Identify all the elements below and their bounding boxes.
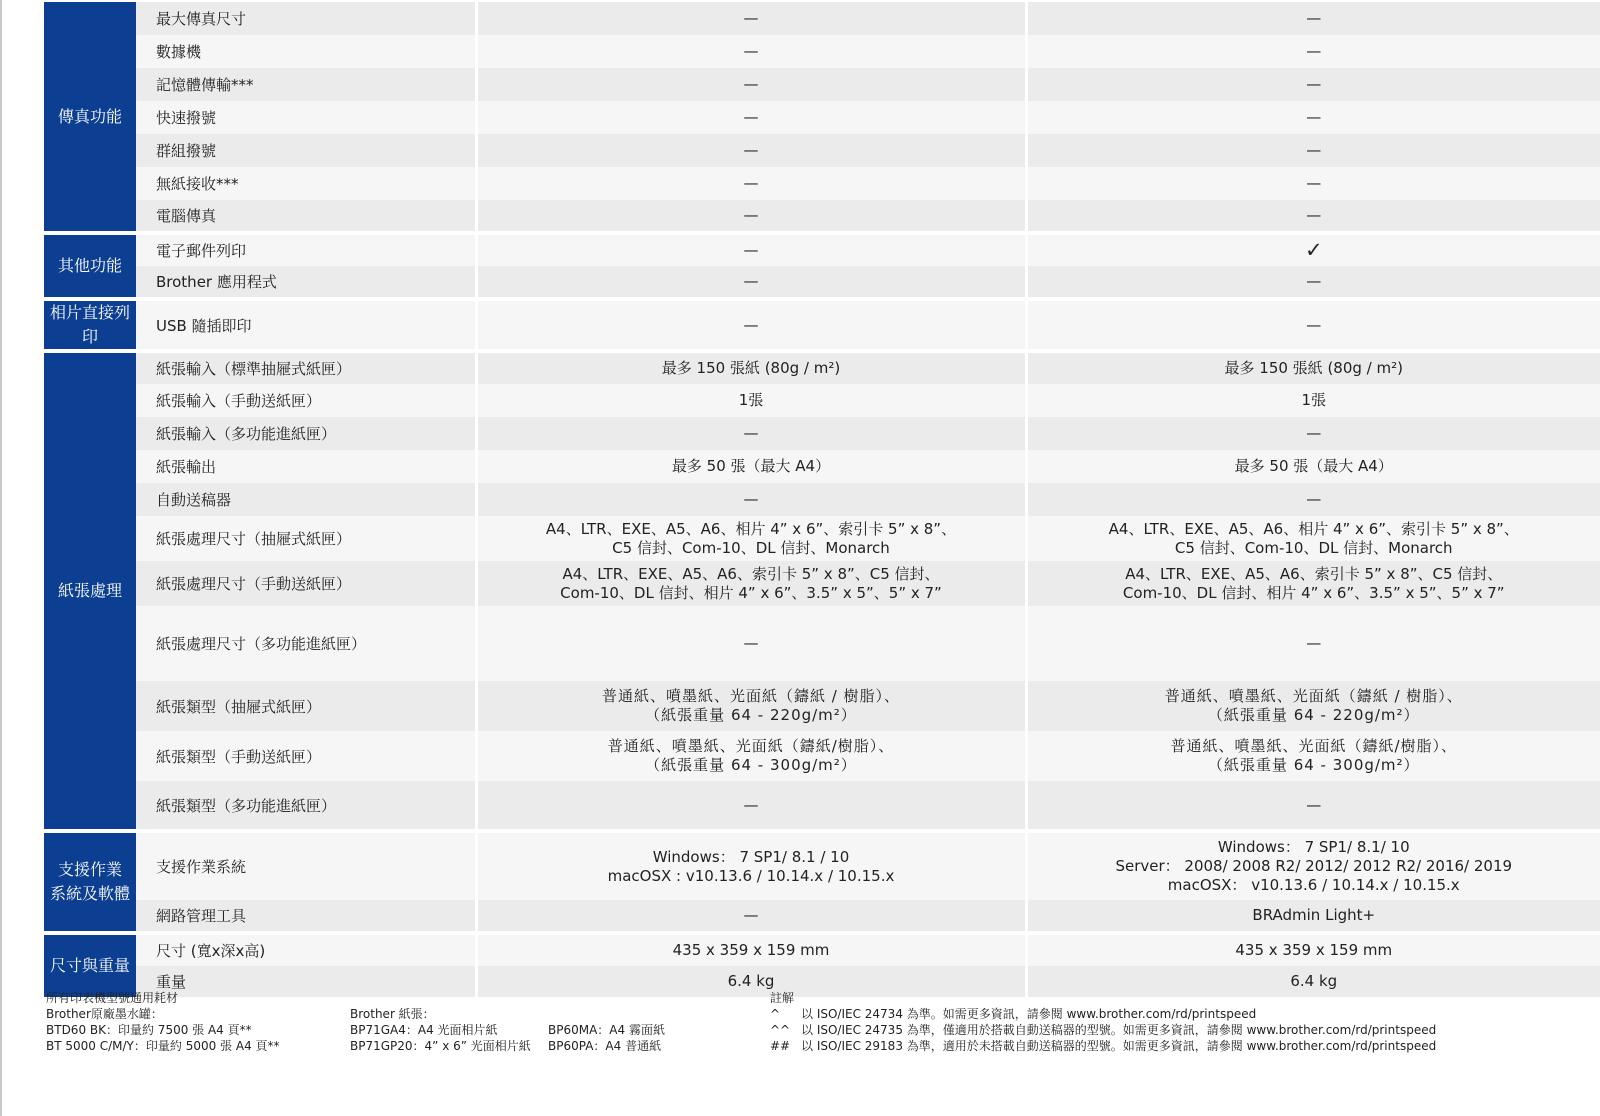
value-model-b: — <box>1026 35 1600 68</box>
table-row <box>44 233 1600 266</box>
table-row <box>44 831 1600 900</box>
row-label: 記憶體傳輸*** <box>136 68 476 101</box>
value-model-b: — <box>1026 417 1600 450</box>
table-row <box>44 266 1600 299</box>
table-row <box>44 134 1600 167</box>
spec-table-body <box>44 2 1600 999</box>
footer-notes <box>770 990 1436 1054</box>
table-row <box>44 2 1600 35</box>
row-label: 無紙接收*** <box>136 167 476 200</box>
paper-title: Brother 紙張： <box>350 1007 435 1021</box>
note-mark: ^^ <box>770 1023 791 1037</box>
value-model-a: Windows： 7 SP1/ 8.1 / 10 macOSX : v10.13.6 / 10.14.x / 10.15.x <box>476 831 1026 900</box>
value-model-a: — <box>476 299 1026 351</box>
note-text: 以 ISO/IEC 24735 為準，僅適用於搭載自動送稿器的型號。如需更多資訊，請參閱 www.brother.com/rd/printspeed <box>801 1023 1437 1037</box>
ink-title: Brother原廠墨水罐： <box>46 1007 163 1021</box>
row-label: 網路管理工具 <box>136 900 476 933</box>
value-model-a: — <box>476 134 1026 167</box>
value-model-a: — <box>476 101 1026 134</box>
value-model-b: — <box>1026 68 1600 101</box>
paper-line-4: BP60PA：A4 普通紙 <box>548 1039 662 1053</box>
row-label: 重量 <box>136 966 476 999</box>
value-model-b: 普通紙、噴墨紙、光面紙（鑄紙 / 樹脂）、 （紙張重量 64 - 220g/m²） <box>1026 681 1600 731</box>
value-model-a: A4、LTR、EXE、A5、A6、相片 4” x 6”、索引卡 5” x 8”、 C5 信封、Com-10、DL 信封、Monarch <box>476 516 1026 561</box>
table-row <box>44 299 1600 351</box>
paper-line-2: BP71GP20：4” x 6” 光面相片紙 <box>350 1039 531 1053</box>
value-model-a: 1張 <box>476 384 1026 417</box>
row-label: 群組撥號 <box>136 134 476 167</box>
value-model-b: — <box>1026 781 1600 831</box>
value-model-b: 6.4 kg <box>1026 966 1600 999</box>
table-row <box>44 68 1600 101</box>
row-label: 紙張輸入（手動送紙匣） <box>136 384 476 417</box>
value-model-a: — <box>476 167 1026 200</box>
value-model-b: — <box>1026 134 1600 167</box>
ink-line-2: BT 5000 C/M/Y：印量約 5000 張 A4 頁** <box>46 1039 280 1053</box>
table-row <box>44 450 1600 483</box>
value-model-a: — <box>476 2 1026 35</box>
note-item <box>770 1038 1436 1054</box>
table-row <box>44 351 1600 384</box>
row-label: 電腦傳真 <box>136 200 476 233</box>
table-row <box>44 516 1600 561</box>
value-model-a: — <box>476 606 1026 681</box>
value-model-a: — <box>476 781 1026 831</box>
value-model-a: — <box>476 200 1026 233</box>
value-model-b: — <box>1026 606 1600 681</box>
row-label: 自動送稿器 <box>136 483 476 516</box>
paper-line-3: BP60MA：A4 霧面紙 <box>548 1023 665 1037</box>
row-label: 快速撥號 <box>136 101 476 134</box>
note-mark: ## <box>770 1039 791 1053</box>
value-model-b: — <box>1026 101 1600 134</box>
value-model-a: 435 x 359 x 159 mm <box>476 933 1026 966</box>
table-row <box>44 781 1600 831</box>
table-row <box>44 417 1600 450</box>
value-model-a: 最多 50 張（最大 A4） <box>476 450 1026 483</box>
value-model-a: A4、LTR、EXE、A5、A6、索引卡 5” x 8”、C5 信封、 Com-10、DL 信封、相片 4” x 6”、3.5” x 5”、5” x 7” <box>476 561 1026 606</box>
category-cell: 相片直接列印 <box>44 299 136 351</box>
table-row <box>44 561 1600 606</box>
value-model-b: — <box>1026 299 1600 351</box>
value-model-b: — <box>1026 167 1600 200</box>
category-cell: 紙張處理 <box>44 351 136 831</box>
supplies-heading: 所有印表機型號通用耗材 <box>46 991 179 1005</box>
row-label: 數據機 <box>136 35 476 68</box>
value-model-b: BRAdmin Light+ <box>1026 900 1600 933</box>
paper-line-1: BP71GA4：A4 光面相片紙 <box>350 1023 498 1037</box>
value-model-b: 1張 <box>1026 384 1600 417</box>
value-model-b: 435 x 359 x 159 mm <box>1026 933 1600 966</box>
table-row <box>44 606 1600 681</box>
note-text: 以 ISO/IEC 24734 為準。如需更多資訊，請參閱 www.brother.com/rd/printspeed <box>801 1007 1257 1021</box>
value-model-a: — <box>476 900 1026 933</box>
row-label: 紙張輸入（多功能進紙匣） <box>136 417 476 450</box>
value-model-b: ✓ <box>1026 233 1600 266</box>
note-text: 以 ISO/IEC 29183 為準，適用於未搭載自動送稿器的型號。如需更多資訊，請參閱 www.brother.com/rd/printspeed <box>801 1039 1437 1053</box>
table-row <box>44 35 1600 68</box>
value-model-b: A4、LTR、EXE、A5、A6、相片 4” x 6”、索引卡 5” x 8”、 C5 信封、Com-10、DL 信封、Monarch <box>1026 516 1600 561</box>
spec-table <box>44 2 1600 1001</box>
value-model-a: — <box>476 68 1026 101</box>
row-label: 尺寸 (寬x深x高) <box>136 933 476 966</box>
value-model-a: 普通紙、噴墨紙、光面紙（鑄紙/樹脂）、 （紙張重量 64 - 300g/m²） <box>476 731 1026 781</box>
row-label: 紙張輸入（標準抽屜式紙匣） <box>136 351 476 384</box>
value-model-a: 最多 150 張紙 (80g / m²) <box>476 351 1026 384</box>
category-cell: 其他功能 <box>44 233 136 299</box>
row-label: 紙張輸出 <box>136 450 476 483</box>
row-label: 電子郵件列印 <box>136 233 476 266</box>
row-label: 紙張處理尺寸（手動送紙匣） <box>136 561 476 606</box>
row-label: 紙張類型（多功能進紙匣） <box>136 781 476 831</box>
row-label: 最大傳真尺寸 <box>136 2 476 35</box>
row-label: 紙張處理尺寸（多功能進紙匣） <box>136 606 476 681</box>
value-model-a: 6.4 kg <box>476 966 1026 999</box>
value-model-b: — <box>1026 483 1600 516</box>
category-cell: 尺寸與重量 <box>44 933 136 999</box>
note-mark: ^ <box>770 1007 781 1021</box>
value-model-b: — <box>1026 266 1600 299</box>
footer-paper-col-1 <box>350 1006 531 1054</box>
table-row <box>44 101 1600 134</box>
table-row <box>44 384 1600 417</box>
table-row <box>44 731 1600 781</box>
value-model-b: Windows： 7 SP1/ 8.1/ 10 Server： 2008/ 2008 R2/ 2012/ 2012 R2/ 2016/ 2019 macOSX： v10.13.6 / 10.14.x / 10.15.x <box>1026 831 1600 900</box>
value-model-a: — <box>476 35 1026 68</box>
value-model-b: — <box>1026 2 1600 35</box>
row-label: Brother 應用程式 <box>136 266 476 299</box>
value-model-a: — <box>476 417 1026 450</box>
value-model-b: — <box>1026 200 1600 233</box>
page-left-border <box>0 0 2 1116</box>
row-label: 支援作業系統 <box>136 831 476 900</box>
table-row <box>44 681 1600 731</box>
table-row <box>44 167 1600 200</box>
notes-title: 註解 <box>770 991 795 1005</box>
value-model-a: — <box>476 233 1026 266</box>
row-label: USB 隨插即印 <box>136 299 476 351</box>
category-cell: 支援作業 系統及軟體 <box>44 831 136 933</box>
value-model-a: — <box>476 483 1026 516</box>
note-item <box>770 1006 1436 1022</box>
category-cell: 傳真功能 <box>44 2 136 233</box>
value-model-b: A4、LTR、EXE、A5、A6、索引卡 5” x 8”、C5 信封、 Com-10、DL 信封、相片 4” x 6”、3.5” x 5”、5” x 7” <box>1026 561 1600 606</box>
footer-paper-col-2 <box>548 1022 665 1054</box>
table-row <box>44 483 1600 516</box>
value-model-b: 最多 150 張紙 (80g / m²) <box>1026 351 1600 384</box>
row-label: 紙張處理尺寸（抽屜式紙匣） <box>136 516 476 561</box>
value-model-a: 普通紙、噴墨紙、光面紙（鑄紙 / 樹脂）、 （紙張重量 64 - 220g/m²） <box>476 681 1026 731</box>
footer-supplies <box>46 990 280 1054</box>
value-model-a: — <box>476 266 1026 299</box>
row-label: 紙張類型（手動送紙匣） <box>136 731 476 781</box>
note-item <box>770 1022 1436 1038</box>
ink-line-1: BTD60 BK：印量約 7500 張 A4 頁** <box>46 1023 252 1037</box>
value-model-b: 最多 50 張（最大 A4） <box>1026 450 1600 483</box>
value-model-b: 普通紙、噴墨紙、光面紙（鑄紙/樹脂）、 （紙張重量 64 - 300g/m²） <box>1026 731 1600 781</box>
row-label: 紙張類型（抽屜式紙匣） <box>136 681 476 731</box>
table-row <box>44 933 1600 966</box>
table-row <box>44 900 1600 933</box>
table-row <box>44 200 1600 233</box>
